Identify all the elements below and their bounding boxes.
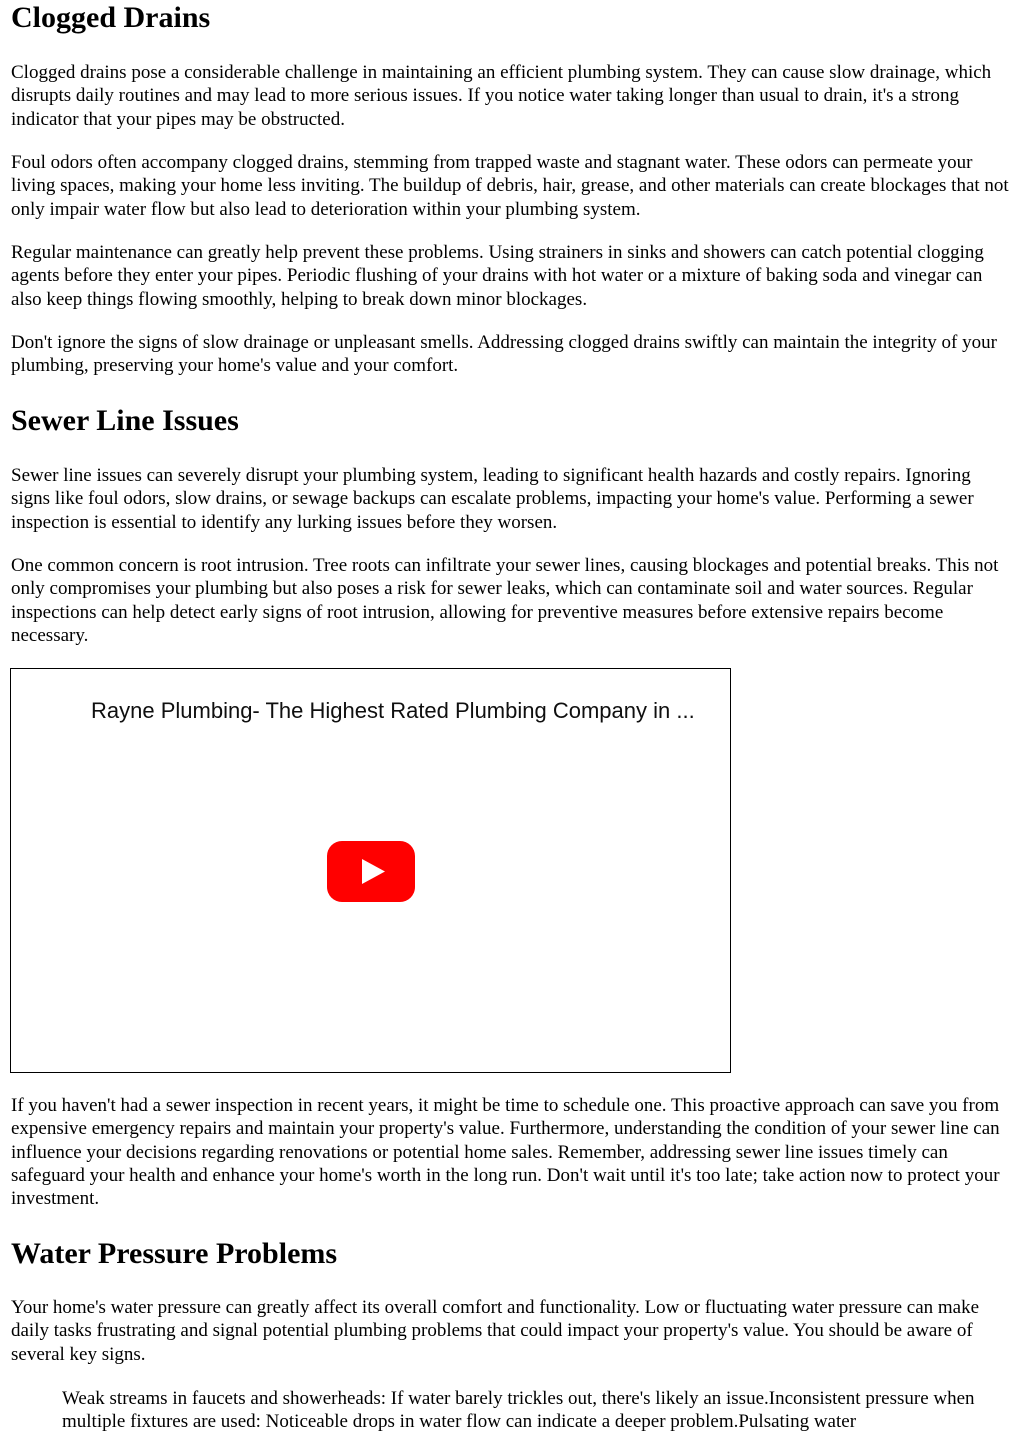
paragraph: Regular maintenance can greatly help prevent these problems. Using strainers in sinks and showers can catch potential clogging agents before they enter your pipes. Periodic flushing of your drains with hot water or a mixture of baking soda and vinegar can also keep things flowing smoothly, helping to break down minor blockages. <box>11 242 984 310</box>
video-embed[interactable] <box>10 668 731 1073</box>
paragraph: If you haven't had a sewer inspection in recent years, it might be time to schedule one. This proactive approach can save you from expensive emergency repairs and maintain your property's value. Furthermore, understanding the condition of your sewer line can influence your decisions regarding renovations or potential home sales. Remember, addressing sewer line issues timely can safeguard your health and enhance your home's worth in the long run. Don't wait until it's too late; take action now to protect your investment. <box>11 1095 1000 1210</box>
youtube-play-icon <box>327 841 415 902</box>
blockquote: Weak streams in faucets and showerheads: If water barely trickles out, there's likely an issue.Inconsistent pressure when multiple fixtures are used: Noticeable drops in water flow can indicate a deeper problem.Pulsating water <box>62 1388 975 1433</box>
play-button[interactable] <box>327 841 415 902</box>
heading-clogged-drains: Clogged Drains <box>11 1 211 34</box>
heading-water-pressure-problems: Water Pressure Problems <box>11 1237 338 1270</box>
paragraph: Don't ignore the signs of slow drainage or unpleasant smells. Addressing clogged drains swiftly can maintain the integrity of your plumbing, preserving your home's value and your comfort. <box>11 332 997 377</box>
paragraph: Clogged drains pose a considerable challenge in maintaining an efficient plumbing system. They can cause slow drainage, which disrupts daily routines and may lead to more serious issues. If you notice water taking longer than usual to drain, it's a strong indicator that your pipes may be obstructed. <box>11 62 992 130</box>
paragraph: One common concern is root intrusion. Tree roots can infiltrate your sewer lines, causing blockages and potential breaks. This not only compromises your plumbing but also poses a risk for sewer leaks, which can contaminate soil and water sources. Regular inspections can help detect early signs of root intrusion, allowing for preventive measures before extensive repairs become necessary. <box>11 555 999 646</box>
paragraph: Foul odors often accompany clogged drains, stemming from trapped waste and stagnant water. These odors can permeate your living spaces, making your home less inviting. The buildup of debris, hair, grease, and other materials can create blockages that not only impair water flow but also lead to deterioration within your plumbing system. <box>11 152 1009 220</box>
paragraph: Sewer line issues can severely disrupt your plumbing system, leading to significant health hazards and costly repairs. Ignoring signs like foul odors, slow drains, or sewage backups can escalate problems, impacting your home's value. Performing a sewer inspection is essential to identify any lurking issues before they worsen. <box>11 465 974 533</box>
heading-sewer-line-issues: Sewer Line Issues <box>11 404 239 437</box>
video-title[interactable]: Rayne Plumbing- The Highest Rated Plumbing Company in ... <box>91 698 695 723</box>
paragraph: Your home's water pressure can greatly affect its overall comfort and functionality. Low or fluctuating water pressure can make daily tasks frustrating and signal potential plumbing problems that could impact your property's value. You should be aware of several key signs. <box>11 1297 980 1365</box>
